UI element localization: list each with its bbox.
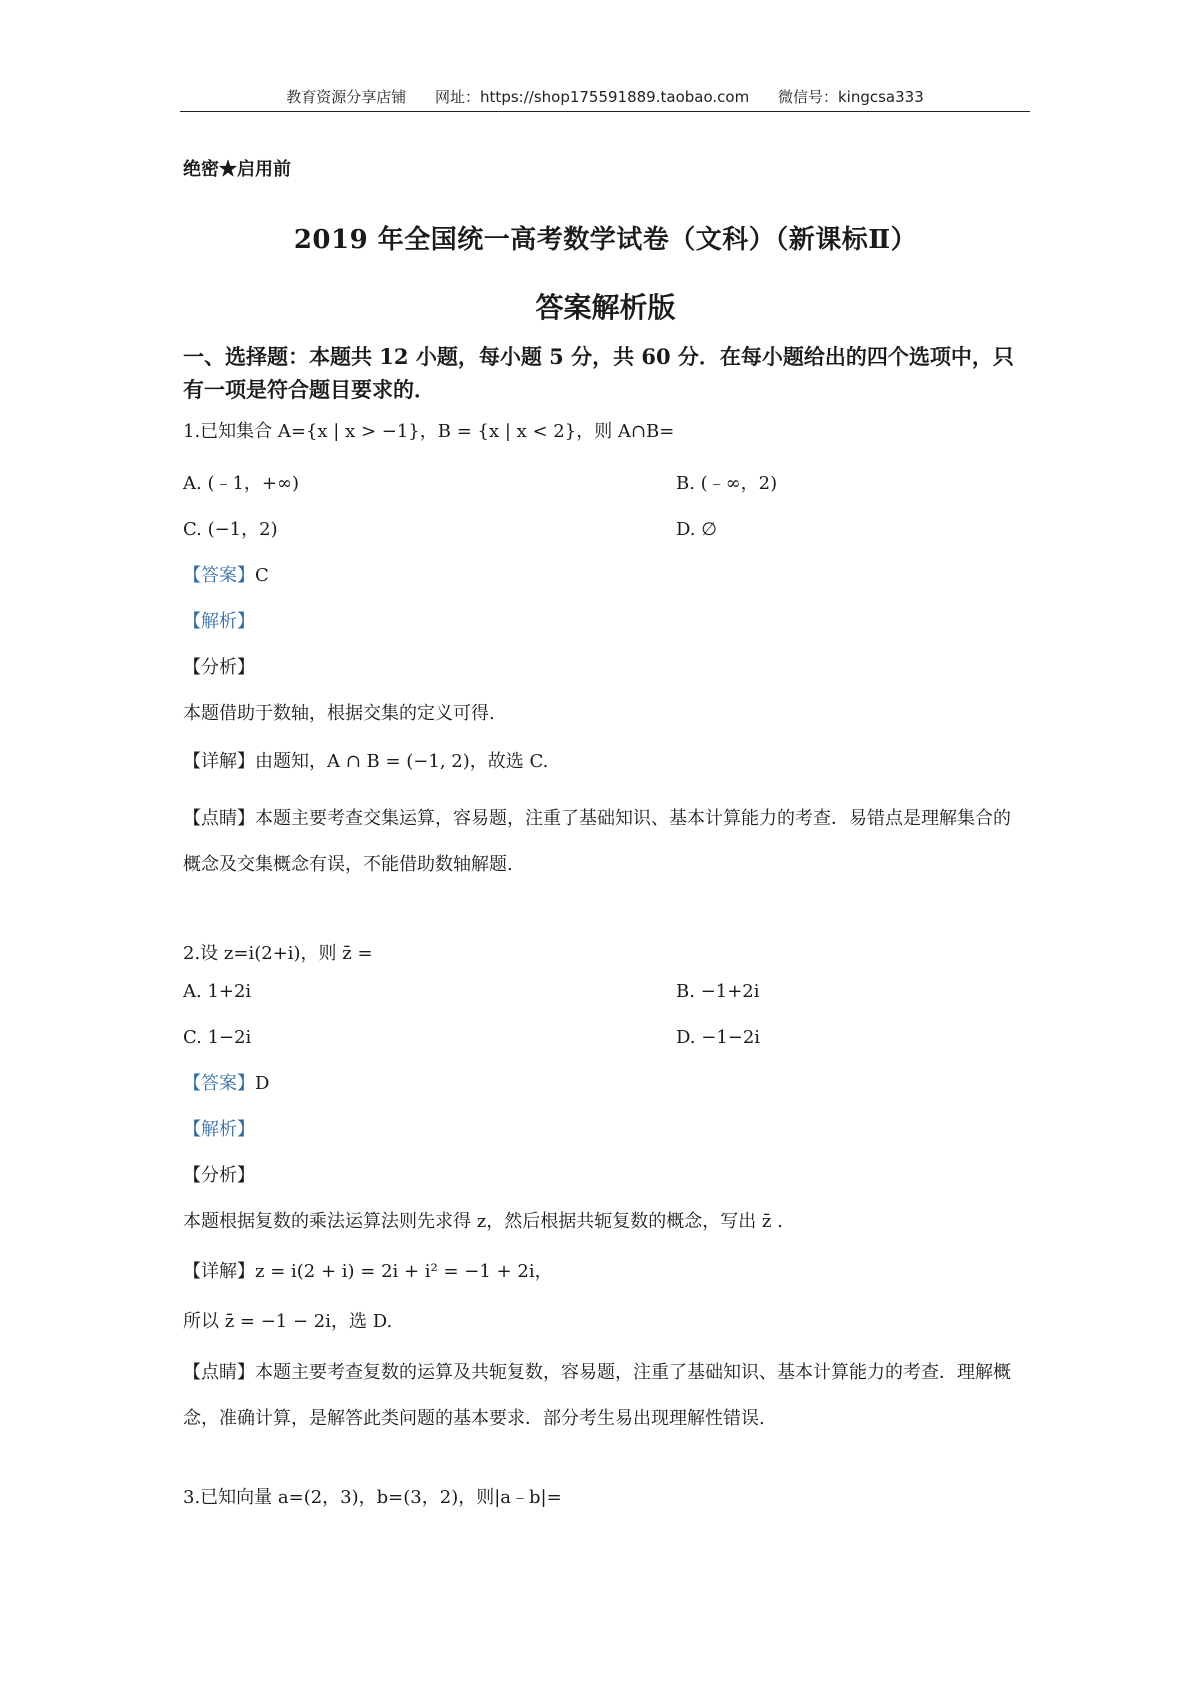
option-a: A. (﹣1，+∞) xyxy=(183,473,300,494)
option-b: B. (﹣∞，2) xyxy=(676,473,778,494)
xiangjie-text: z = i(2 + i) = 2i + i² = −1 + 2i， xyxy=(255,1261,553,1282)
question-3 xyxy=(183,1484,1028,1512)
question-stem: 3.已知向量 a=(2，3)，b=(3，2)，则|a﹣b|= xyxy=(183,1487,562,1508)
analysis-tag: 【解析】 xyxy=(183,1119,255,1140)
section-heading: 一、选择题：本题共 12 小题，每小题 5 分，共 60 分．在每小题给出的四个选项中，只有一项是符合题目要求的． xyxy=(183,344,1014,402)
shop-name: 教育资源分享店铺 xyxy=(286,88,407,106)
conclusion-text: 所以 z̄ = −1 − 2i，选 D. xyxy=(183,1311,393,1332)
answer-value: D xyxy=(255,1073,270,1094)
option-a: A. 1+2i xyxy=(183,981,252,1002)
dianjing-tag: 【点睛】 xyxy=(183,808,255,829)
dianjing-text: 本题主要考查复数的运算及共轭复数，容易题，注重了基础知识、基本计算能力的考查．理解概念，准确计算，是解答此类问题的基本要求．部分考生易出现理解性错误. xyxy=(183,1362,1011,1429)
fenxi-text: 本题根据复数的乘法运算法则先求得 z，然后根据共轭复数的概念，写出 z̄ . xyxy=(183,1211,783,1232)
xiangjie-tag: 【详解】 xyxy=(183,1261,255,1282)
fenxi-tag: 【分析】 xyxy=(183,657,255,678)
analysis-tag: 【解析】 xyxy=(183,611,255,632)
question-stem: 2.设 z=i(2+i)，则 z̄ = xyxy=(183,943,373,964)
document-title: 2019 年全国统一高考数学试卷（文科）（新课标Ⅱ） xyxy=(293,225,918,255)
option-d: D. −1−2i xyxy=(676,1027,761,1048)
wechat-id: 微信号：kingcsa333 xyxy=(777,88,924,106)
option-b: B. −1+2i xyxy=(676,981,760,1002)
answer-tag: 【答案】 xyxy=(183,565,255,586)
document-subtitle: 答案解析版 xyxy=(535,291,676,324)
header-divider xyxy=(180,111,1030,112)
question-stem: 1.已知集合 A={x | x > −1}，B = {x | x < 2}，则 A∩B= xyxy=(183,421,675,442)
option-d: D. ∅ xyxy=(676,519,717,540)
fenxi-text: 本题借助于数轴，根据交集的定义可得. xyxy=(183,703,495,724)
answer-value: C xyxy=(255,565,269,586)
secret-label: 绝密★启用前 xyxy=(183,159,291,180)
answer-tag: 【答案】 xyxy=(183,1073,255,1094)
option-c: C. (−1，2) xyxy=(183,519,278,540)
page-header xyxy=(180,86,1030,107)
xiangjie-tag: 【详解】 xyxy=(183,751,255,772)
document-body xyxy=(183,155,1028,1512)
shop-url[interactable]: 网址：https://shop175591889.taobao.com xyxy=(435,88,750,106)
dianjing-tag: 【点睛】 xyxy=(183,1362,255,1383)
question-2 xyxy=(183,940,1028,1442)
fenxi-tag: 【分析】 xyxy=(183,1165,255,1186)
option-c: C. 1−2i xyxy=(183,1027,252,1048)
dianjing-text: 本题主要考查交集运算，容易题，注重了基础知识、基本计算能力的考查．易错点是理解集合的概念及交集概念有误，不能借助数轴解题. xyxy=(183,808,1011,875)
xiangjie-text: 由题知，A ∩ B = (−1, 2)，故选 C. xyxy=(255,751,549,772)
question-1 xyxy=(183,412,1028,888)
